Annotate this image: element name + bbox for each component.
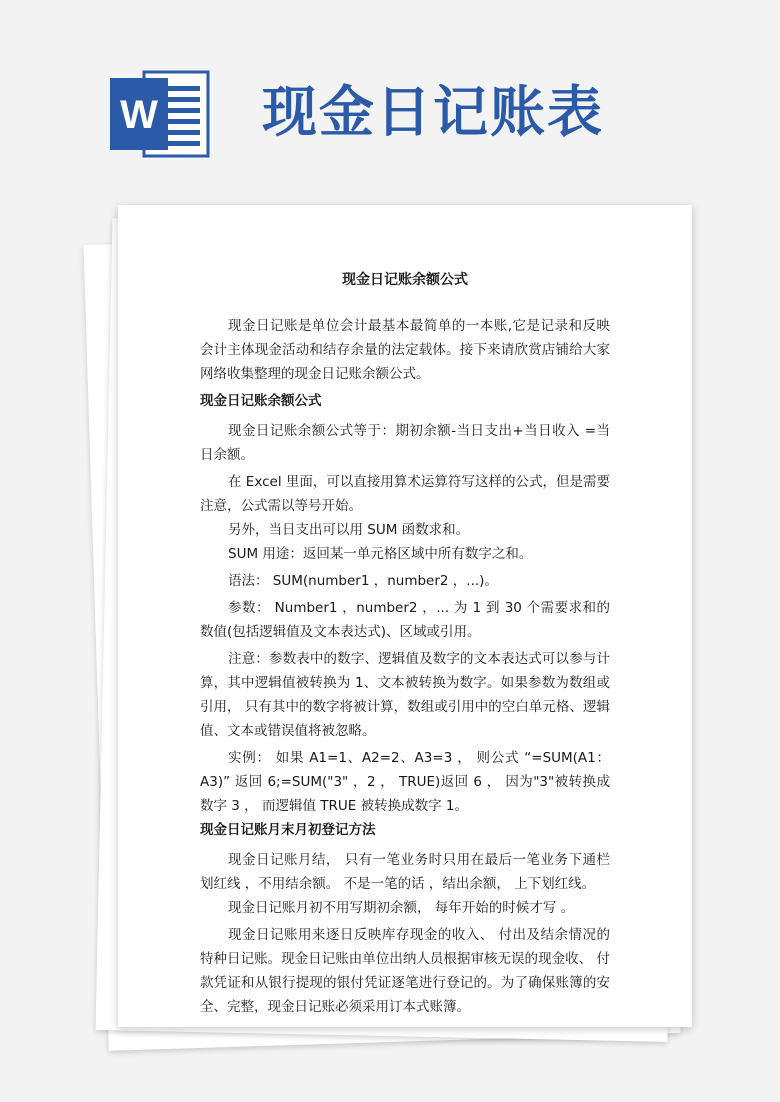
- word-logo-icon: [108, 70, 210, 158]
- paragraph: 实例： 如果 A1=1、A2=2、A3=3 ， 则公式 “=SUM(A1：A3)” 返回 6;=SUM("3" ，2 ， TRUE)返回 6 ， 因为"3"被转换成数字 3 ， 而逻辑值 TRUE 被转换成数字 1。: [200, 750, 610, 814]
- paragraph: 现金日记账月结， 只有一笔业务时只用在最后一笔业务下通栏划红线 ，不用结余额。 不是一笔的话 ，结出余额， 上下划红线。: [200, 852, 610, 892]
- paragraph: 参数： Number1 ，number2 ，... 为 1 到 30 个需要求和的数值(包括逻辑值及文本表达式)、区域或引用。: [200, 600, 610, 640]
- paragraph: 注意：参数表中的数字、逻辑值及数字的文本表达式可以参与计算，其中逻辑值被转换为 1、文本被转换为数字。如果参数为数组或引用， 只有其中的数字将被计算，数组或引用中的空白单元格、逻辑值、文本或错误值将被忽略。: [200, 651, 610, 739]
- paragraph: 在 Excel 里面，可以直接用算术运算符写这样的公式，但是需要注意，公式需以等号开始。: [200, 474, 610, 514]
- paragraph: 现金日记账余额公式等于：期初余额-当日支出+当日收入 =当日余额。: [200, 423, 610, 463]
- section-heading-formula: 现金日记账余额公式: [200, 393, 322, 409]
- paragraph: 现金日记账月初不用写期初余额， 每年开始的时候才写 。: [228, 900, 575, 916]
- paragraph: 语法： SUM(number1 ，number2 ，...)。: [228, 573, 498, 589]
- paragraph: 现金日记账用来逐日反映库存现金的收入、 付出及结余情况的特种日记账。现金日记账由单位出纳人员根据审核无误的现金收、 付款凭证和从银行提现的银付凭证逐笔进行登记的。为了确保账簿的安全、完整，现金日记账必须采用订本式账簿。: [200, 927, 610, 1015]
- section-heading-month-end: 现金日记账月末月初登记方法: [200, 822, 376, 838]
- word-logo-letter: W: [120, 93, 158, 137]
- paragraph-intro: 现金日记账是单位会计最基本最简单的一本账,它是记录和反映会计主体现金活动和结存余量的法定载体。接下来请欣赏店铺给大家网络收集整理的现金日记账余额公式。: [200, 318, 610, 382]
- paragraph: 另外，当日支出可以用 SUM 函数求和。: [228, 522, 470, 538]
- document-body: [200, 268, 610, 1022]
- document-title: 现金日记账余额公式: [342, 272, 468, 288]
- page-title: 现金日记账表: [262, 79, 605, 144]
- paragraph: SUM 用途：返回某一单元格区域中所有数字之和。: [228, 546, 533, 562]
